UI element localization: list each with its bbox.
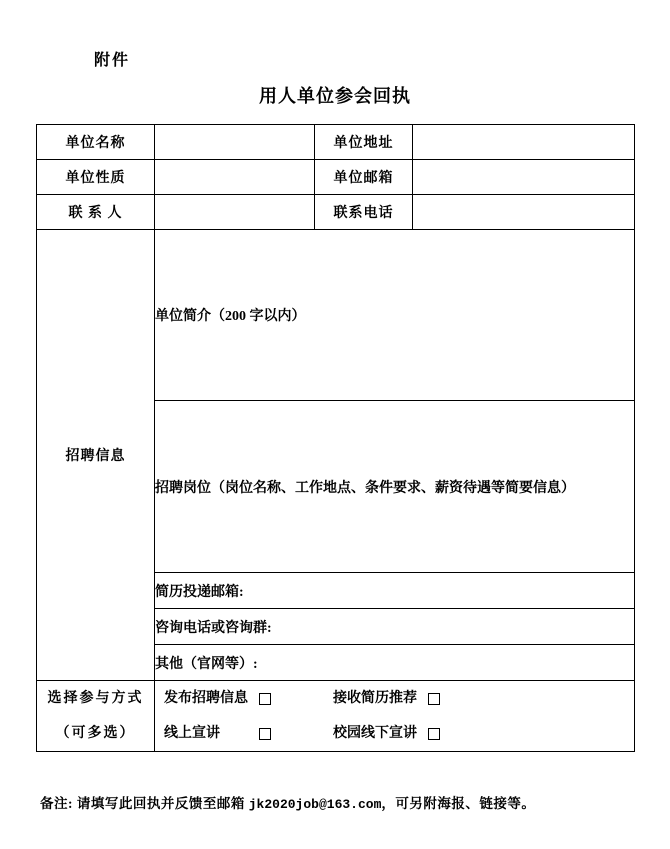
participation-mode-label xyxy=(37,681,155,752)
option-receive-resumes xyxy=(333,692,440,706)
unit-email-field[interactable] xyxy=(413,160,635,195)
unit-address-label: 单位地址 xyxy=(315,125,413,160)
contact-person-field[interactable] xyxy=(155,195,315,230)
contact-phone-label: 联系电话 xyxy=(315,195,413,230)
checkbox-publish-jobs[interactable] xyxy=(259,693,271,705)
unit-type-field[interactable] xyxy=(155,160,315,195)
contact-person-label: 联 系 人 xyxy=(37,195,155,230)
checkbox-online-talk[interactable] xyxy=(259,728,271,740)
other-website-field[interactable]: 其他（官网等）: xyxy=(155,645,635,681)
table-row xyxy=(37,160,635,195)
unit-name-field[interactable] xyxy=(155,125,315,160)
unit-email-label: 单位邮箱 xyxy=(315,160,413,195)
option-campus-offline-talk-label: 校园线下宣讲 xyxy=(333,725,417,741)
option-receive-resumes-label: 接收简历推荐 xyxy=(333,690,417,706)
email-address: jk2020job@163.com xyxy=(248,797,382,812)
participation-mode-label-line1: 选择参与方式 xyxy=(47,690,144,706)
table-row xyxy=(37,125,635,160)
table-row xyxy=(37,681,635,752)
option-publish-jobs xyxy=(164,692,271,706)
unit-type-label: 单位性质 xyxy=(37,160,155,195)
participation-options xyxy=(155,681,635,752)
receipt-table xyxy=(36,124,635,752)
option-publish-jobs-label: 发布招聘信息 xyxy=(164,690,248,706)
checkbox-receive-resumes[interactable] xyxy=(428,693,440,705)
resume-email-field[interactable]: 简历投递邮箱: xyxy=(155,573,635,609)
consult-phone-field[interactable]: 咨询电话或咨询群: xyxy=(155,609,635,645)
job-positions-field[interactable]: 招聘岗位（岗位名称、工作地点、条件要求、薪资待遇等简要信息） xyxy=(155,401,635,573)
option-campus-offline-talk xyxy=(333,727,440,741)
option-online-talk-label: 线上宣讲 xyxy=(164,725,220,741)
page-title: 用人单位参会回执 xyxy=(259,86,411,106)
table-row xyxy=(37,195,635,230)
recruit-info-label: 招聘信息 xyxy=(37,230,155,681)
unit-name-label: 单位名称 xyxy=(37,125,155,160)
footer-note xyxy=(40,792,535,812)
contact-phone-field[interactable] xyxy=(413,195,635,230)
footer-note-suffix: ，可另附海报、链接等。 xyxy=(381,796,536,811)
unit-address-field[interactable] xyxy=(413,125,635,160)
footer-note-prefix: 备注: 请填写此回执并反馈至邮箱 xyxy=(40,796,249,811)
checkbox-campus-offline-talk[interactable] xyxy=(428,728,440,740)
table-row xyxy=(37,230,635,401)
attachment-label: 附件 xyxy=(94,52,131,69)
unit-intro-field[interactable]: 单位简介（200 字以内） xyxy=(155,230,635,401)
participation-mode-label-line2: （可多选） xyxy=(55,725,136,741)
option-online-talk xyxy=(164,727,271,741)
